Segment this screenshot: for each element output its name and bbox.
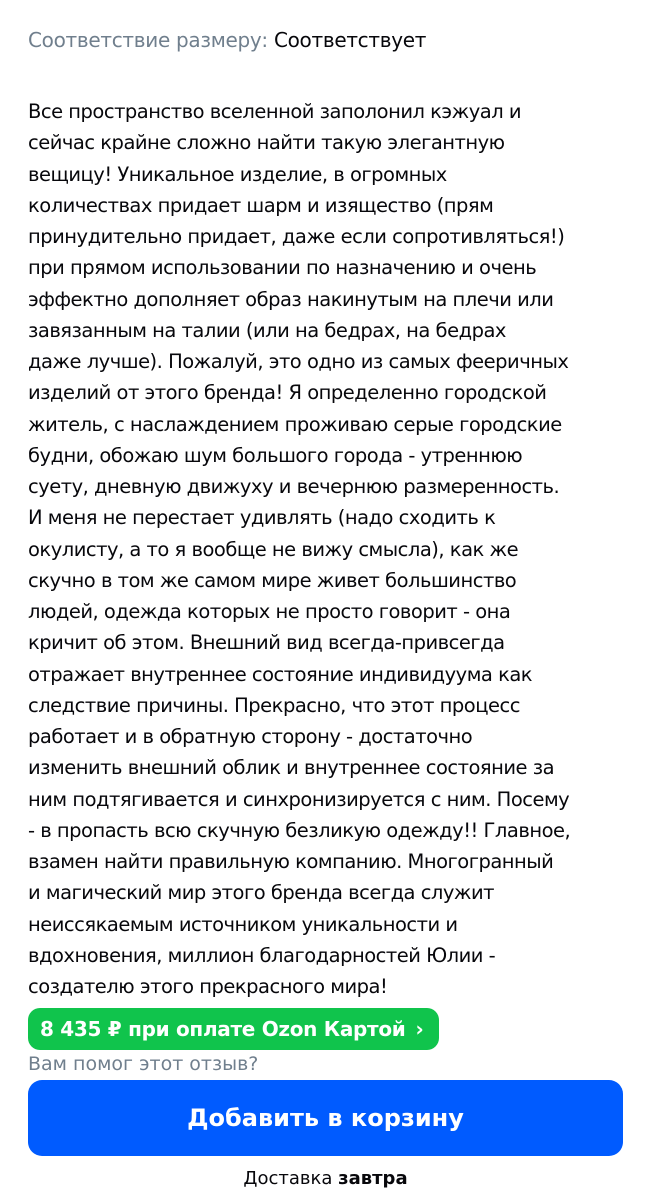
review-line: количествах придает шарм и изящество (прям xyxy=(28,193,494,217)
review-line: будни, обожаю шум большого города - утреннюю xyxy=(28,443,523,467)
delivery-label: Доставка xyxy=(243,1168,333,1189)
chevron-right-icon: › xyxy=(415,1017,424,1041)
review-line: и магический мир этого бренда всегда служит xyxy=(28,881,495,905)
review-line: людей, одежда которых не просто говорит - она xyxy=(28,600,511,623)
review-line: отражает внутреннее состояние индивидуума как xyxy=(28,662,533,686)
size-fit xyxy=(28,28,426,52)
delivery-date: завтра xyxy=(338,1168,408,1189)
review-line: даже лучше). Пожалуй, это одно из самых фееричных xyxy=(28,350,569,373)
review-line: житель, с наслаждением проживаю серые городские xyxy=(28,412,562,436)
review-line: И меня не перестает удивлять (надо сходить к xyxy=(28,506,496,530)
review-line: изменить внешний облик и внутреннее состояние за xyxy=(28,756,555,780)
size-fit-label: Соответствие размеру: xyxy=(28,28,268,52)
review-line: сейчас крайне сложно найти такую элегантную xyxy=(28,131,505,155)
review-line: суету, дневную движуху и вечернюю размеренность. xyxy=(28,475,560,498)
review-line: создателю этого прекрасного мира! xyxy=(28,975,388,998)
review-text xyxy=(28,96,638,1002)
review-line: работает и в обратную сторону - достаточно xyxy=(28,725,473,748)
add-to-cart-button[interactable]: Добавить в корзину xyxy=(28,1080,623,1156)
review-line: ним подтягивается и синхронизируется с ним. Посему xyxy=(28,787,570,811)
review-line: вдохновения, миллион благодарностей Юлии - xyxy=(28,943,496,967)
review-line: окулисту, а то я вообще не вижу смысла), как же xyxy=(28,537,519,561)
review-line: завязанным на талии (или на бедрах, на бедрах xyxy=(28,318,506,342)
review-line: вещицу! Уникальное изделие, в огромных xyxy=(28,162,447,186)
ozon-card-price-button[interactable] xyxy=(28,1008,439,1050)
review-line: Все пространство вселенной заполонил кэжуал и xyxy=(28,100,522,123)
helpful-question: Вам помог этот отзыв? xyxy=(28,1053,259,1075)
review-line: принудительно придает, даже если сопротивляться!) xyxy=(28,225,565,248)
review-line: следствие причины. Прекрасно, что этот процесс xyxy=(28,693,520,717)
review-line: кричит об этом. Внешний вид всегда-привсегда xyxy=(28,631,505,655)
delivery-info xyxy=(0,1168,651,1189)
review-line: - в пропасть всю скучную безликую одежду!! Главное, xyxy=(28,818,571,842)
size-fit-value: Соответствует xyxy=(273,28,427,52)
review-line: неиссякаемым источником уникальности и xyxy=(28,912,458,936)
review-line: скучно в том же самом мире живет большинство xyxy=(28,568,517,592)
review-line: при прямом использовании по назначению и очень xyxy=(28,256,537,280)
promo-price-text: 8 435 ₽ при оплате Ozon Картой xyxy=(40,1017,406,1041)
review-line: взамен найти правильную компанию. Многогранный xyxy=(28,850,554,873)
review-line: эффектно дополняет образ накинутым на плечи или xyxy=(28,287,554,311)
review-line: изделий от этого бренда! Я определенно городской xyxy=(28,381,547,405)
